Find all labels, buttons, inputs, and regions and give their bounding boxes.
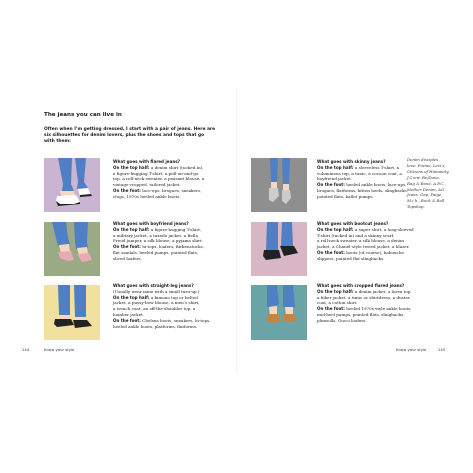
sidenote-line: Topshop.	[407, 204, 425, 210]
body-text: sliced loafers.	[113, 255, 142, 261]
body-text: clogs, 1970s heeled ankle boots.	[113, 193, 181, 199]
body-text: a figure-hugging T-shirt,	[149, 226, 202, 232]
body-text: flat sandals, heeled pumps, pointed flats,	[113, 249, 199, 255]
body-text: a biker jacket, a tunic or shirtdress, a duster	[317, 294, 410, 300]
body-text: a figure-hugging T-shirt, a pull-on-and-go	[113, 170, 199, 176]
body-text: plimsolls, Gucci loafers.	[317, 317, 367, 323]
jeans-leg	[58, 285, 70, 315]
sidenote-line: Denim disciples	[407, 157, 439, 162]
body-text: a denim jacket, a lurex top,	[353, 288, 412, 294]
jeans-leg	[270, 158, 278, 182]
body-text: heeled ankle boots, platforms, flatforms.	[113, 323, 198, 329]
body-text: vintage-cropped, tailored jacket.	[113, 182, 181, 188]
shoe	[56, 195, 80, 204]
sidenote-line: Citizens of Humanity,	[407, 168, 450, 174]
body-text: bomber jacket.	[113, 311, 145, 317]
body-text: a sleeveless T-shirt, a	[353, 164, 400, 170]
cropped-flared-jeans-illustration	[251, 285, 307, 340]
body-text: a super shirt, a long-sleeved	[353, 226, 414, 232]
jeans-leg	[74, 222, 88, 249]
intro-line: Often when I’m getting dressed, I start with a pair of jeans. Here are	[44, 127, 216, 132]
section-heading: The jeans you can live in	[44, 112, 122, 118]
label: On the foot:	[317, 306, 345, 312]
label: On the top half:	[113, 294, 150, 300]
body-text: mid-heel pumps, pointed flats, slingbacks,	[317, 311, 405, 317]
panel-background	[251, 222, 307, 276]
body-text: lace-ups, brogues, sneakers,	[140, 187, 202, 193]
label: On the foot:	[317, 182, 345, 188]
question-heading: What goes with cropped flared jeans?	[317, 283, 405, 288]
body-text: T-shirt (tucked in) and a skinny scarf,	[317, 232, 395, 238]
jeans-leg	[281, 222, 293, 246]
jeans-leg	[283, 285, 295, 307]
body-text: top, a roll-neck sweater, a peasant blouse, a	[113, 176, 205, 182]
panel-background	[44, 222, 100, 276]
flared-jeans-illustration	[44, 158, 100, 212]
body-text: heeled ankle boots, lace-ups,	[344, 182, 407, 188]
bootcut-jeans-block	[317, 221, 433, 262]
panel-background	[251, 158, 307, 212]
body-text: boots (of course), babouche	[344, 249, 404, 255]
body-text: a roll-neck sweater, a silk blouse, a denim	[317, 238, 404, 244]
right-running-footer: Know your style	[396, 347, 427, 352]
body-text: pointed flats, ballet pumps.	[317, 193, 374, 199]
ankle	[269, 306, 277, 315]
body-text: voluminous top, a tunic, a cocoon coat, a	[317, 170, 402, 176]
question-heading: What goes with boyfriend jeans?	[113, 221, 189, 226]
flared-jeans-block	[113, 159, 229, 200]
panel-background	[251, 285, 307, 340]
body-text: boyfriend jacket.	[317, 176, 353, 182]
sidenote-line: Rag & Bone, A.P.C.,	[407, 180, 446, 186]
question-heading: What goes with skinny jeans?	[317, 159, 386, 164]
left-running-footer: Know your style	[44, 347, 75, 352]
skinny-jeans-illustration	[251, 158, 307, 212]
label: On the top half:	[317, 226, 354, 232]
body-text: a military jacket, a tuxedo jacket, a Bella	[113, 232, 198, 238]
body-text: heeled 1970s-style ankle boots,	[344, 306, 412, 312]
right-page-number: 145	[438, 347, 446, 352]
left-page-number: 144	[22, 347, 30, 352]
page-gutter	[236, 88, 237, 373]
body-text: a denim shirt (tucked in),	[149, 164, 204, 170]
label: On the top half:	[317, 288, 354, 294]
label: On the foot:	[113, 244, 141, 250]
body-text: jacket, a Chanel-style tweed jacket, a blazer.	[317, 244, 410, 250]
boyfriend-jeans-block	[113, 221, 229, 262]
flared-jeans-svg	[44, 158, 100, 212]
jeans-leg	[266, 222, 278, 250]
denim-brands-sidenote	[407, 157, 457, 210]
body-text: (Usually wear mine with a small turn-up.)	[113, 288, 200, 294]
straight-leg-jeans-illustration	[44, 285, 100, 340]
body-text: a trench coat, an off-the-shoulder top, a	[113, 306, 196, 312]
cropped-flared-jeans-svg	[251, 285, 307, 340]
question-heading: What goes with straight-leg jeans?	[113, 283, 194, 288]
sidenote-line: J.Crew, Re/Done,	[407, 174, 441, 180]
body-text: jacket, a pussy-bow blouse, a men’s shirt,	[113, 300, 200, 306]
boyfriend-jeans-illustration	[44, 222, 100, 276]
skinny-jeans-svg	[251, 158, 307, 212]
ankle	[285, 307, 293, 315]
bootcut-jeans-svg	[251, 222, 307, 276]
intro-line: with them:	[44, 139, 71, 145]
label: On the foot:	[113, 187, 141, 193]
sidenote-line: Jeans, Gap, Paige,	[407, 192, 443, 198]
body-text: Freud jumper, a silk blouse, a pyjama shirt.	[113, 238, 204, 244]
label: On the top half:	[113, 164, 150, 170]
straight-leg-jeans-block	[113, 283, 229, 329]
boyfriend-jeans-svg	[44, 222, 100, 276]
body-text: Chelsea boots, sneakers, hi-tops,	[140, 317, 211, 323]
body-text: a kimono top or belted	[149, 294, 198, 300]
body-text: coat, a cotton shirt.	[317, 300, 358, 306]
label: On the foot:	[317, 249, 345, 255]
straight-leg-jeans-svg	[44, 285, 100, 340]
cropped-flared-jeans-block	[317, 283, 433, 324]
jeans-leg	[267, 285, 279, 307]
question-heading: What goes with flared jeans?	[113, 159, 181, 164]
label: On the top half:	[113, 226, 150, 232]
label: On the top half:	[317, 164, 354, 170]
label: On the foot:	[113, 317, 141, 323]
intro-line: six silhouettes for denim lovers, plus the shoes and tops that go	[44, 133, 205, 139]
bootcut-jeans-illustration	[251, 222, 307, 276]
jeans-leg	[74, 285, 86, 317]
jeans-leg	[282, 158, 290, 184]
body-text: slippers, pointed flat slingbacks.	[317, 255, 385, 261]
ankle	[283, 184, 289, 191]
intro-paragraph	[44, 127, 234, 145]
question-heading: What goes with bootcut jeans?	[317, 221, 389, 226]
body-text: hi-tops, loafers, Birkenstocks,	[140, 244, 204, 250]
sidenote-line: M.i.h., Rock & Roll	[407, 198, 445, 204]
panel-background	[44, 285, 100, 340]
sidenote-line: love: Frame, Levi’s,	[407, 162, 446, 168]
body-text: brogues, flatforms, kitten heels, slingbacks,	[317, 187, 408, 193]
sidenote-line: Mother Denim, AG	[407, 186, 445, 192]
